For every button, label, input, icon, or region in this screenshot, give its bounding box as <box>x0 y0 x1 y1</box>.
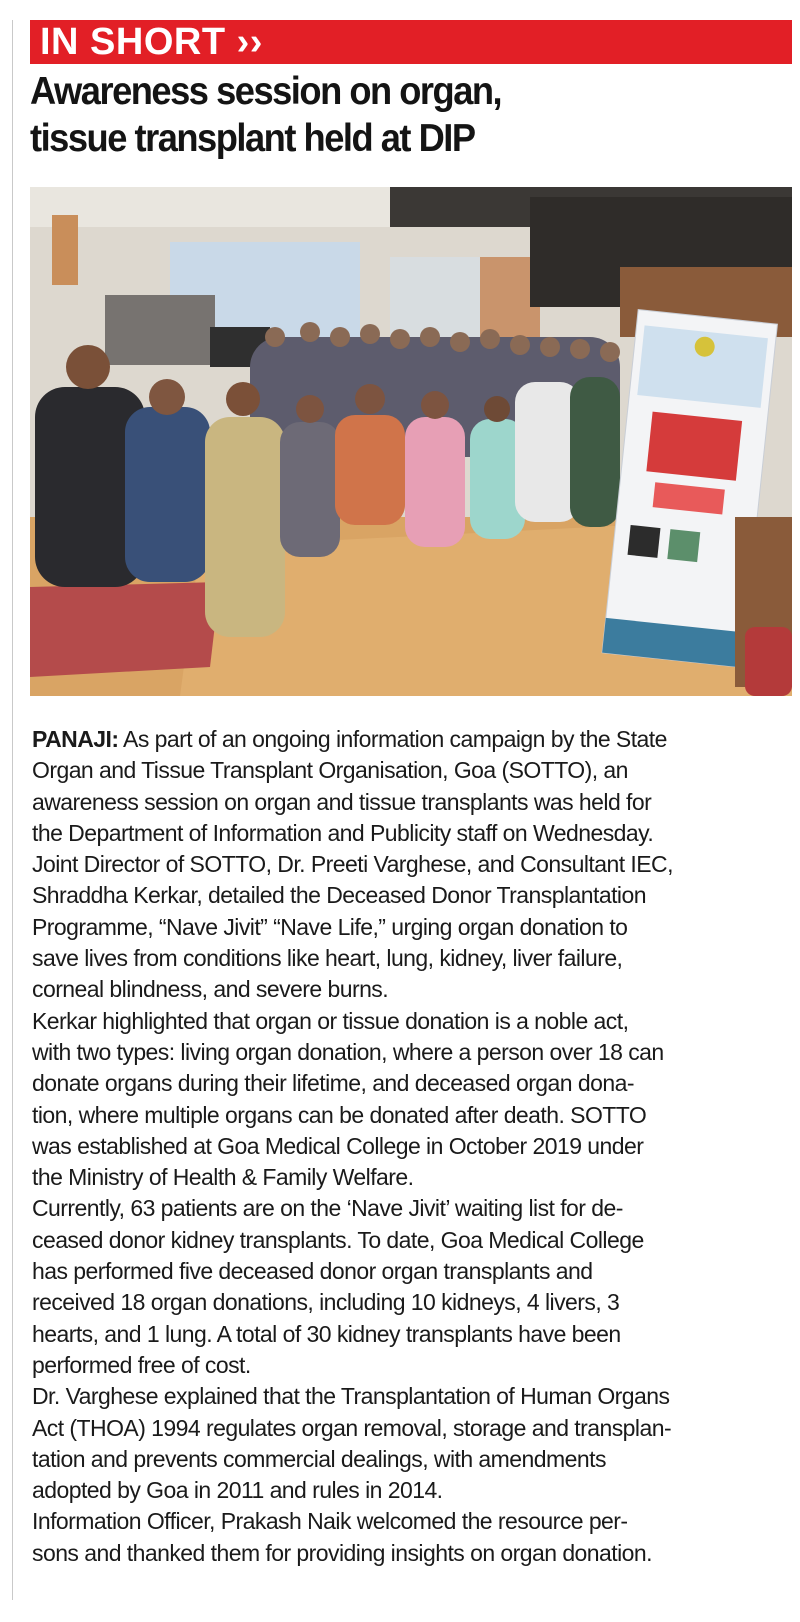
banner-label: IN SHORT <box>40 21 226 63</box>
banner-arrows-icon: ›› <box>236 21 263 63</box>
article-line: sons and thanked them for providing insights on organ donation. <box>32 1539 653 1566</box>
article-line: Kerkar highlighted that organ or tissue donation is a noble act, <box>32 1007 629 1034</box>
dateline: PANAJI: <box>32 726 119 752</box>
group-photo-illustration <box>30 187 792 696</box>
article-line: donate organs during their lifetime, and deceased organ dona- <box>32 1070 634 1097</box>
article-line: adopted by Goa in 2011 and rules in 2014. <box>32 1477 443 1504</box>
headline-line-2: tissue transplant held at DIP <box>30 117 475 160</box>
article-line: hearts, and 1 lung. A total of 30 kidney transplants have been <box>32 1320 621 1347</box>
article-line: Organ and Tissue Transplant Organisation, Goa (SOTTO), an <box>32 757 628 784</box>
article-line: Shraddha Kerkar, detailed the Deceased Donor Transplantation <box>32 882 646 909</box>
article-line: corneal blindness, and severe burns. <box>32 976 389 1003</box>
article-line: has performed five deceased donor organ transplants and <box>32 1258 593 1285</box>
article-line: the Department of Information and Publicity staff on Wednesday. <box>32 819 654 846</box>
article-line: Dr. Varghese explained that the Transplantation of Human Organs <box>32 1383 670 1410</box>
article-line: Currently, 63 patients are on the ‘Nave Jivit’ waiting list for de- <box>32 1195 623 1222</box>
article-line: with two types: living organ donation, where a person over 18 can <box>32 1038 664 1065</box>
column-rule <box>12 20 13 1600</box>
article-line: was established at Goa Medical College in October 2019 under <box>32 1132 644 1159</box>
article-line: awareness session on organ and tissue transplants was held for <box>32 788 652 815</box>
article-line: received 18 organ donations, including 10 kidneys, 4 livers, 3 <box>32 1289 620 1316</box>
article-body <box>32 724 794 1569</box>
article-line: save lives from conditions like heart, lung, kidney, liver failure, <box>32 945 623 972</box>
article-line: Joint Director of SOTTO, Dr. Preeti Varghese, and Consultant IEC, <box>32 851 673 878</box>
headline-line-1: Awareness session on organ, <box>30 70 502 113</box>
in-short-banner <box>30 20 792 64</box>
article-line: Programme, “Nave Jivit” “Nave Life,” urging organ donation to <box>32 913 628 940</box>
article-line: tation and prevents commercial dealings, with amendments <box>32 1445 606 1472</box>
group-photo <box>30 187 792 696</box>
article-line: PANAJI: As part of an ongoing information campaign by the State <box>32 726 667 752</box>
headline <box>30 68 718 162</box>
article-line: ceased donor kidney transplants. To date, Goa Medical College <box>32 1226 644 1253</box>
article-line: tion, where multiple organs can be donated after death. SOTTO <box>32 1101 647 1128</box>
article-line: Information Officer, Prakash Naik welcomed the resource per- <box>32 1508 628 1535</box>
article-line: performed free of cost. <box>32 1351 251 1378</box>
article-line: the Ministry of Health & Family Welfare. <box>32 1164 414 1191</box>
article-line: Act (THOA) 1994 regulates organ removal, storage and transplan- <box>32 1414 672 1441</box>
